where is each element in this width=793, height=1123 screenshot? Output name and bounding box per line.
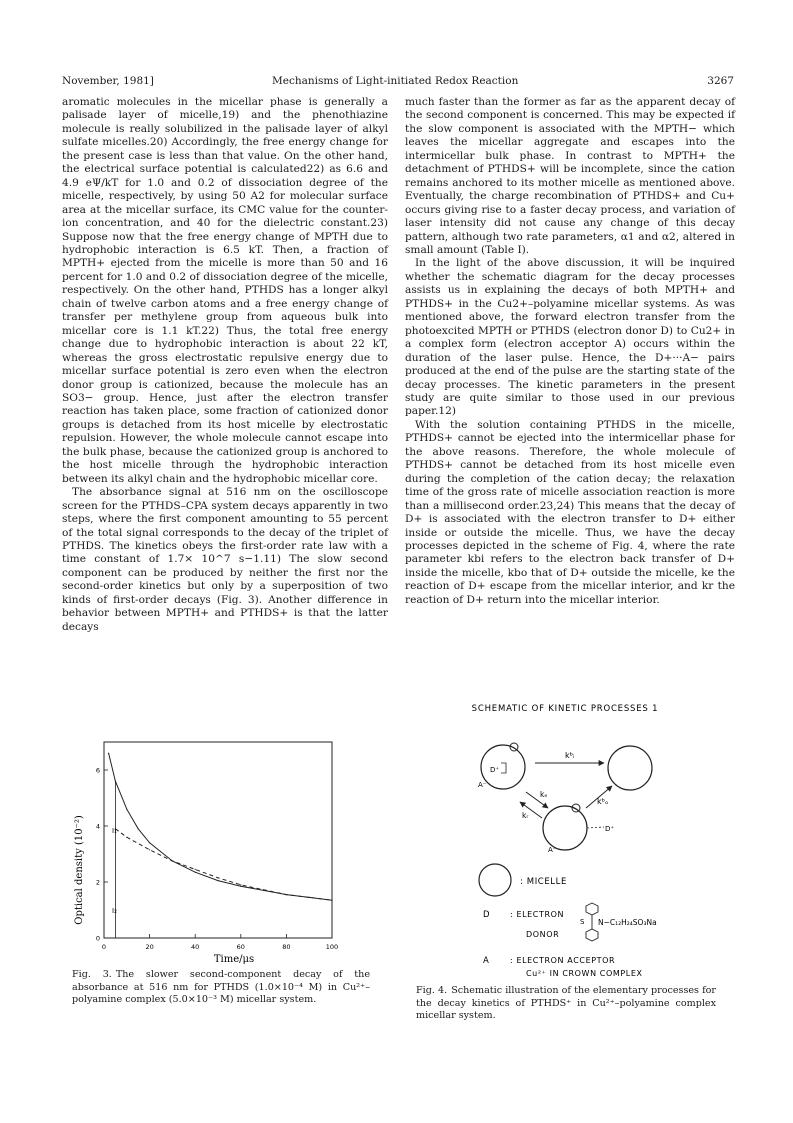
- legend-d-label: D: [483, 910, 490, 920]
- right-column: [405, 96, 735, 607]
- fig3-series: [108, 753, 333, 938]
- fig3-caption-text: The slower second-component decay of the absorbance at 516 nm for PTHDS (1.0×10⁻⁴ M) in Cu²⁺–polyamine complex (5.0×10⁻³ M) micellar system.: [72, 969, 370, 1005]
- legend-a-text2: Cu²⁺ IN CROWN COMPLEX: [526, 969, 643, 978]
- fig3-y-tick-label: 0: [95, 934, 100, 943]
- fig3-x-tick-label: 20: [145, 943, 154, 951]
- legend-a-text1: : ELECTRON ACCEPTOR: [510, 956, 616, 965]
- d-plus-tether: [587, 827, 604, 828]
- fig3-data-point: [331, 900, 332, 901]
- paragraph: With the solution containing PTHDS in the micelle, PTHDS+ cannot be ejected into the intermicellar phase for the above reasons. Therefore, the whole molecule of PTHDS+ cannot be detached from its host micelle even during the completion of the cation decay; the relaxation time of the gross rate of micelle association reaction is more than a millisecond order.23,24) This means that the decay of D+ is associated with the electron transfer to D+ either inside or outside the micelle. Thus, we have the decay processes depicted in the scheme of Fig. 4, where the rate parameter kbi refers to the electron back transfer of D+ inside the micelle, kbo that of D+ outside the micelle, ke the reaction of D+ escape from the micellar interior, and kr the reaction of D+ return into the micellar interior.: [405, 418, 735, 606]
- kbo-label: kᵇₒ: [597, 797, 609, 806]
- fig3-plot-frame: [104, 742, 332, 938]
- fig3-data-point: [263, 889, 264, 890]
- kr-label: kᵣ: [522, 811, 529, 820]
- fig3-y-tick-label: 6: [95, 766, 100, 775]
- paragraph: much faster than the former as far as the apparent decay of the second component is concerned. This may be expected if the slow component is associated with the MPTH− which leaves the micellar aggregate and escapes into the intermicellar bulk phase. In contrast to MPTH+ the detachment of PTHDS+ will be incomplete, since the cation remains anchored to its mother micelle as mentioned above. Eventually, the charge recombination of PTHDS+ and Cu+ occurs giving rise to a faster decay process, and variation of laser intensity did not cause any change of this decay pattern, although two rate parameters, α1 and α2, altered in small amount (Table I).: [405, 96, 735, 256]
- fig4-schematic: [440, 700, 700, 985]
- micelle-left: [481, 745, 525, 789]
- paragraph: The absorbance signal at 516 nm on the oscilloscope screen for the PTHDS–CPA system decays apparently in two steps, where the first component amounting to 55 percent of the total signal corresponds to the decay of the triplet of PTHDS. The kinetics obeys the first-order rate law with a time constant of 1.7× 10^7 s−1.11) The slow second component can be produced by neither the first nor the second-order kinetics but only by a superposition of two kinds of first-order decays (Fig. 3). Another difference in behavior between MPTH+ and PTHDS+ is that the latter decays: [62, 486, 388, 633]
- fig3-curve-label-2: I₂: [112, 907, 117, 915]
- page-header: [62, 75, 734, 89]
- fig3-data-point: [217, 877, 218, 878]
- header-title: Mechanisms of Light-initiated Redox Reaction: [272, 75, 519, 87]
- fig3-caption-label: Fig. 3.: [72, 969, 112, 980]
- micelle-bottom: [543, 806, 587, 850]
- fig3-series-total: [109, 753, 332, 900]
- fig3-data-point: [149, 842, 150, 843]
- fig3-data-point: [217, 880, 218, 881]
- a-minus-label-2: A⁻: [548, 846, 557, 854]
- legend-a-label: A: [483, 956, 489, 966]
- legend-d-text1: : ELECTRON: [510, 910, 565, 919]
- fig3-series-slow: [115, 829, 332, 900]
- fig3-xlabel: Time/μs: [213, 954, 255, 965]
- fig3-x-tick-label: 0: [101, 943, 107, 951]
- ke-label: kₑ: [540, 790, 548, 799]
- fig3-y-tick-label: 4: [95, 822, 100, 831]
- fig3-data-point: [108, 753, 109, 754]
- fig3-y-tick-label: 2: [95, 878, 100, 887]
- fig3-ylabel: Optical density (10⁻²): [74, 815, 85, 925]
- legend-micelle: : MICELLE: [520, 877, 567, 887]
- fig3-x-tick-label: 80: [282, 943, 291, 951]
- d-plus-bracket: [501, 763, 506, 773]
- kbi-label: kᵇᵢ: [565, 751, 575, 760]
- fig3-data-point: [149, 849, 150, 850]
- legend-d-text2: DONOR: [526, 930, 560, 939]
- paragraph: aromatic molecules in the micellar phase is generally a palisade layer of micelle,19) and the phenothiazine molecule is really solubilized in the palisade layer of alkyl sulfate micelles.20) Accordingly, the free energy change for the present case is less than that value. On the other hand, the electrical surface potential is calculated22) as 6.6 and 4.9 eΨ/kT for 1.0 and 0.2 of dissociation degree of the micelle, respectively, by using 50 A2 for molecular surface area at the micellar surface, its CMC value for the counter-ion concentration, and 40 for the dielectric constant.23) Suppose now that the free energy change of MPTH due to hydrophobic interaction is 6.5 kT. Then, a fraction of MPTH+ ejected from the micelle is more than 50 and 16 percent for 1.0 and 0.2 of dissociation degree of the micelle, respectively. On the other hand, PTHDS has a longer alkyl chain of twelve carbon atoms and a free energy change of transfer per methylene group from aqueous bulk into micellar core is 1.1 kT.22) Thus, the total free energy change due to hydrophobic interaction is about 22 kT, whereas the gross electrostatic repulsive energy due to micellar surface potential is zero even when the electron donor group is cationized, because the molecule has an SO3− group. Hence, just after the electron transfer reaction has taken place, some fraction of cationized donor groups is detached from its host micelle by electrostatic repulsion. However, the whole molecule cannot escape into the bulk phase, because the cationized group is anchored to the host micelle through the hydrophobic interaction between its alkyl chain and the hydrophobic micellar core.: [62, 96, 388, 485]
- d-plus-label-2: D⁺: [605, 825, 615, 833]
- left-column: [62, 96, 388, 634]
- fig3-data-point: [286, 894, 287, 895]
- d-plus-label-1: D⁺: [490, 766, 500, 774]
- micelle-right: [608, 746, 652, 790]
- fig3-data-point: [195, 872, 196, 873]
- fig3-x-tick-label: 40: [191, 943, 200, 951]
- fig4-title: SCHEMATIC OF KINETIC PROCESSES 1: [471, 704, 659, 714]
- fig3-x-tick-label: 60: [236, 943, 245, 951]
- page-number: 3267: [707, 75, 734, 87]
- fig3-axes: [104, 742, 332, 938]
- fig3-ticks: [96, 767, 338, 952]
- phenothiazine-structure-icon: [586, 903, 598, 941]
- fig3-chart: [62, 730, 362, 968]
- fig3-caption: [72, 969, 370, 1007]
- fig3-data-point: [309, 897, 310, 898]
- paragraph: In the light of the above discussion, it will be inquired whether the schematic diagram for the decay processes assists us in explaining the decays of both MPTH+ and PTHDS+ in the Cu2+–polyamine micellar systems. As was mentioned above, the forward electron transfer from the photoexcited MPTH or PTHDS (electron donor D) to Cu2+ in a complex form (electron acceptor A) occurs within the duration of the laser pulse. Hence, the D+···A− pairs produced at the end of the pulse are the starting state of the decay processes. The kinetic parameters in the present study are quite similar to those used in our previous paper.12): [405, 257, 735, 418]
- fig4-caption: [416, 985, 716, 1023]
- fig3-data-point: [172, 860, 173, 861]
- fig3-data-point: [138, 828, 139, 829]
- fig4-caption-text: Schematic illustration of the elementary processes for the decay kinetics of PTHDS⁺ in Cu²⁺–polyamine complex micellar system.: [416, 985, 716, 1021]
- fig3-x-tick-label: 100: [325, 943, 339, 951]
- fig3-data-point: [240, 884, 241, 885]
- fig3-data-point: [240, 886, 241, 887]
- legend-d-formula: N−C₁₂H₂₄SO₃Na: [598, 918, 657, 927]
- fig3-curve-label-1: I₁: [112, 827, 117, 835]
- micelle-legend-icon: [479, 864, 511, 896]
- fig4-caption-label: Fig. 4.: [416, 985, 448, 996]
- fig3-data-point: [195, 869, 196, 870]
- header-date: November, 1981]: [62, 75, 154, 87]
- a-minus-label-1: A⁻: [478, 781, 487, 789]
- fig3-data-point: [126, 837, 127, 838]
- fig3-data-point: [126, 809, 127, 810]
- phenothiazine-s-label: S: [580, 918, 585, 926]
